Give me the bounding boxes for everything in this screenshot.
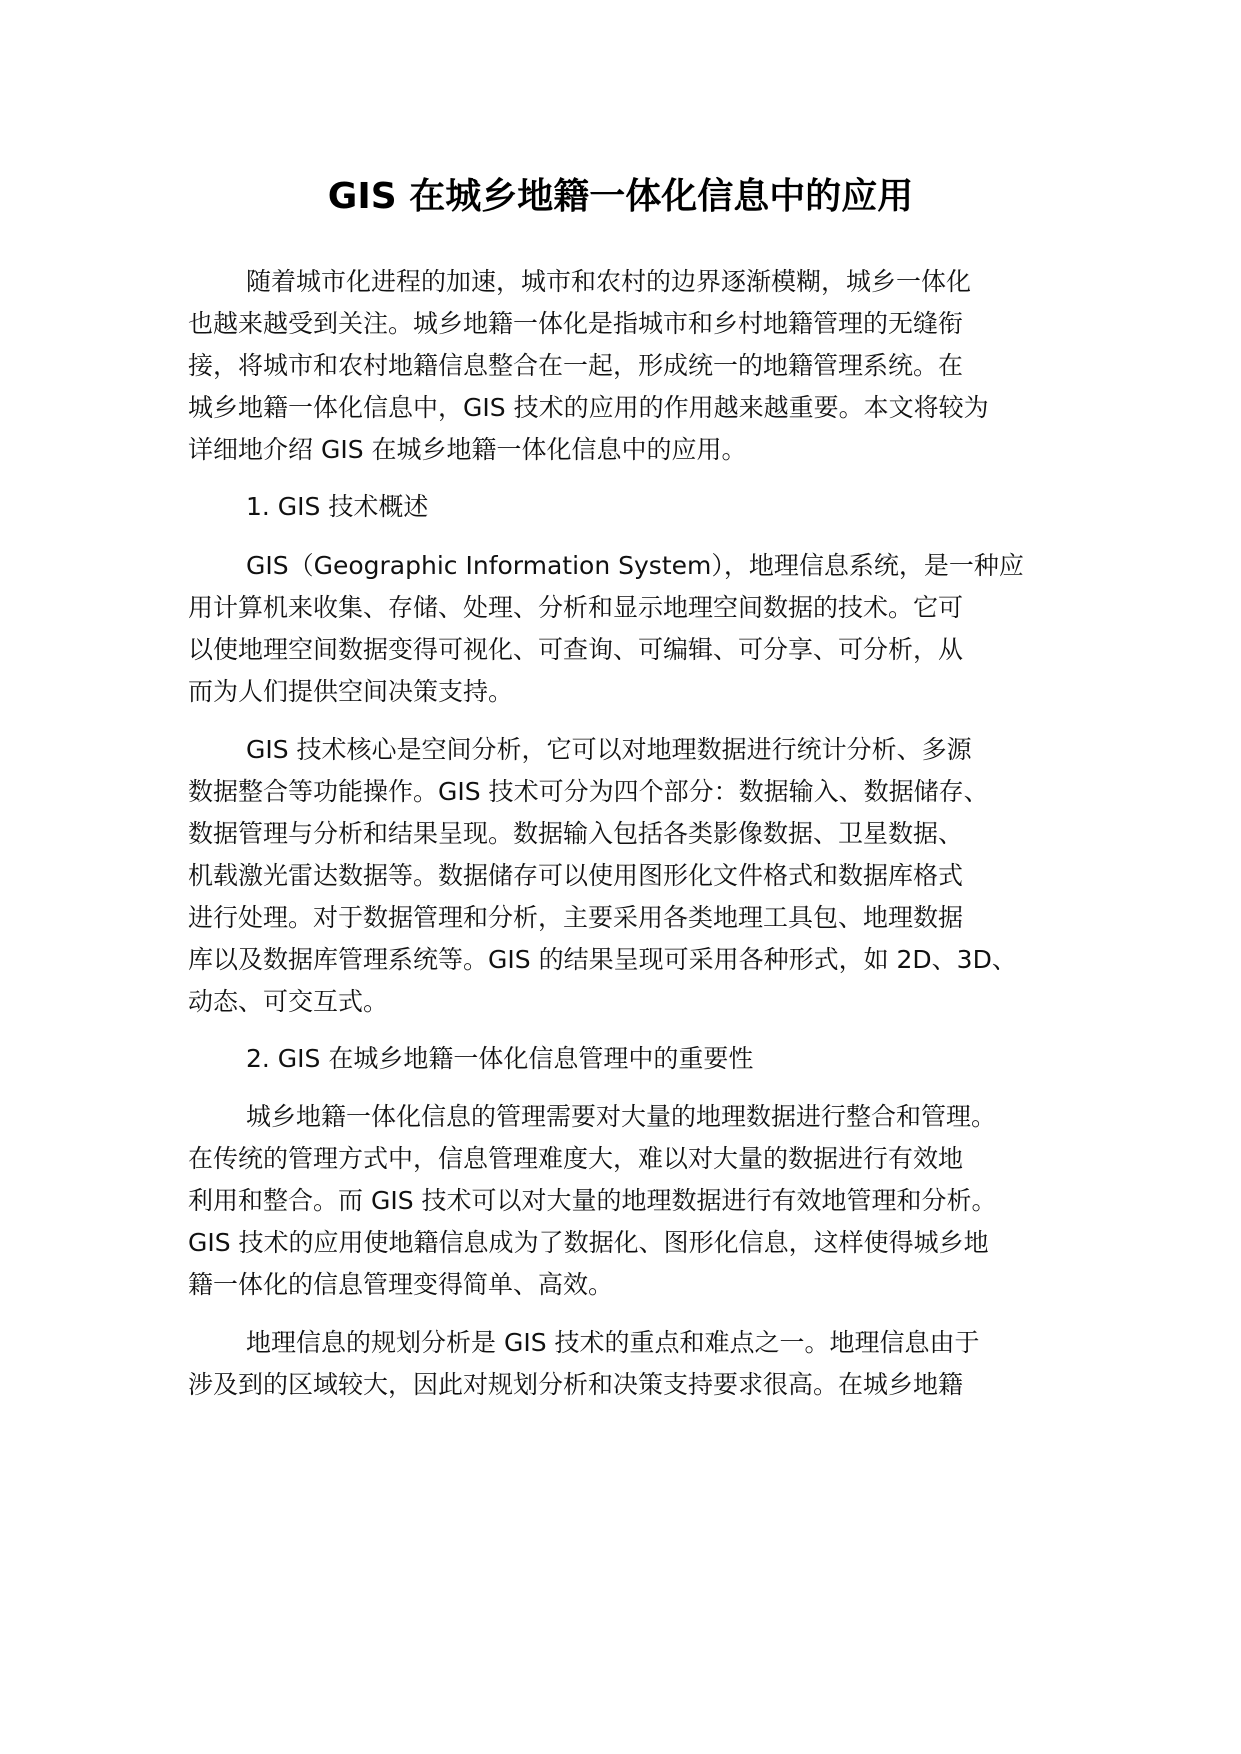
section-2-heading: 2. GIS 在城乡地籍一体化信息管理中的重要性 — [246, 1044, 754, 1073]
paragraph-line: 详细地介绍 GIS 在城乡地籍一体化信息中的应用。 — [188, 435, 747, 464]
paragraph-line: 用计算机来收集、存储、处理、分析和显示地理空间数据的技术。它可 — [188, 593, 964, 622]
paragraph-line: 动态、可交互式。 — [188, 987, 389, 1016]
paragraph-line: GIS 技术的应用使地籍信息成为了数据化、图形化信息，这样使得城乡地 — [188, 1228, 989, 1257]
paragraph-line: 数据管理与分析和结果呈现。数据输入包括各类影像数据、卫星数据、 — [188, 819, 964, 848]
paragraph-line: 进行处理。对于数据管理和分析，主要采用各类地理工具包、地理数据 — [188, 903, 964, 932]
paragraph-line: 地理信息的规划分析是 GIS 技术的重点和难点之一。地理信息由于 — [246, 1328, 980, 1357]
paragraph-line: 城乡地籍一体化信息中，GIS 技术的应用的作用越来越重要。本文将较为 — [188, 393, 989, 422]
paragraph-line: 接，将城市和农村地籍信息整合在一起，形成统一的地籍管理系统。在 — [188, 351, 964, 380]
paragraph-line: GIS 技术核心是空间分析，它可以对地理数据进行统计分析、多源 — [246, 735, 972, 764]
paragraph-line: 也越来越受到关注。城乡地籍一体化是指城市和乡村地籍管理的无缝衔 — [188, 309, 964, 338]
paragraph-line: 籍一体化的信息管理变得简单、高效。 — [188, 1270, 614, 1299]
paragraph-line: 机载激光雷达数据等。数据储存可以使用图形化文件格式和数据库格式 — [188, 861, 964, 890]
paragraph-line: 而为人们提供空间决策支持。 — [188, 677, 514, 706]
paragraph-line: 随着城市化进程的加速，城市和农村的边界逐渐模糊，城乡一体化 — [246, 267, 972, 296]
document-title: GIS 在城乡地籍一体化信息中的应用 — [327, 176, 914, 217]
paragraph-line: 数据整合等功能操作。GIS 技术可分为四个部分：数据输入、数据储存、 — [188, 777, 989, 806]
section-1-heading: 1. GIS 技术概述 — [246, 492, 429, 521]
paragraph-line: 库以及数据库管理系统等。GIS 的结果呈现可采用各种形式，如 2D、3D、 — [188, 945, 1017, 974]
paragraph-line: 以使地理空间数据变得可视化、可查询、可编辑、可分享、可分析，从 — [188, 635, 964, 664]
paragraph-line: GIS（Geographic Information System），地理信息系统，是一种应 — [246, 551, 1024, 580]
paragraph-line: 利用和整合。而 GIS 技术可以对大量的地理数据进行有效地管理和分析。 — [188, 1186, 997, 1215]
paragraph-line: 在传统的管理方式中，信息管理难度大，难以对大量的数据进行有效地 — [188, 1144, 964, 1173]
paragraph-line: 城乡地籍一体化信息的管理需要对大量的地理数据进行整合和管理。 — [246, 1102, 997, 1131]
paragraph-line: 涉及到的区域较大，因此对规划分析和决策支持要求很高。在城乡地籍 — [188, 1370, 964, 1399]
